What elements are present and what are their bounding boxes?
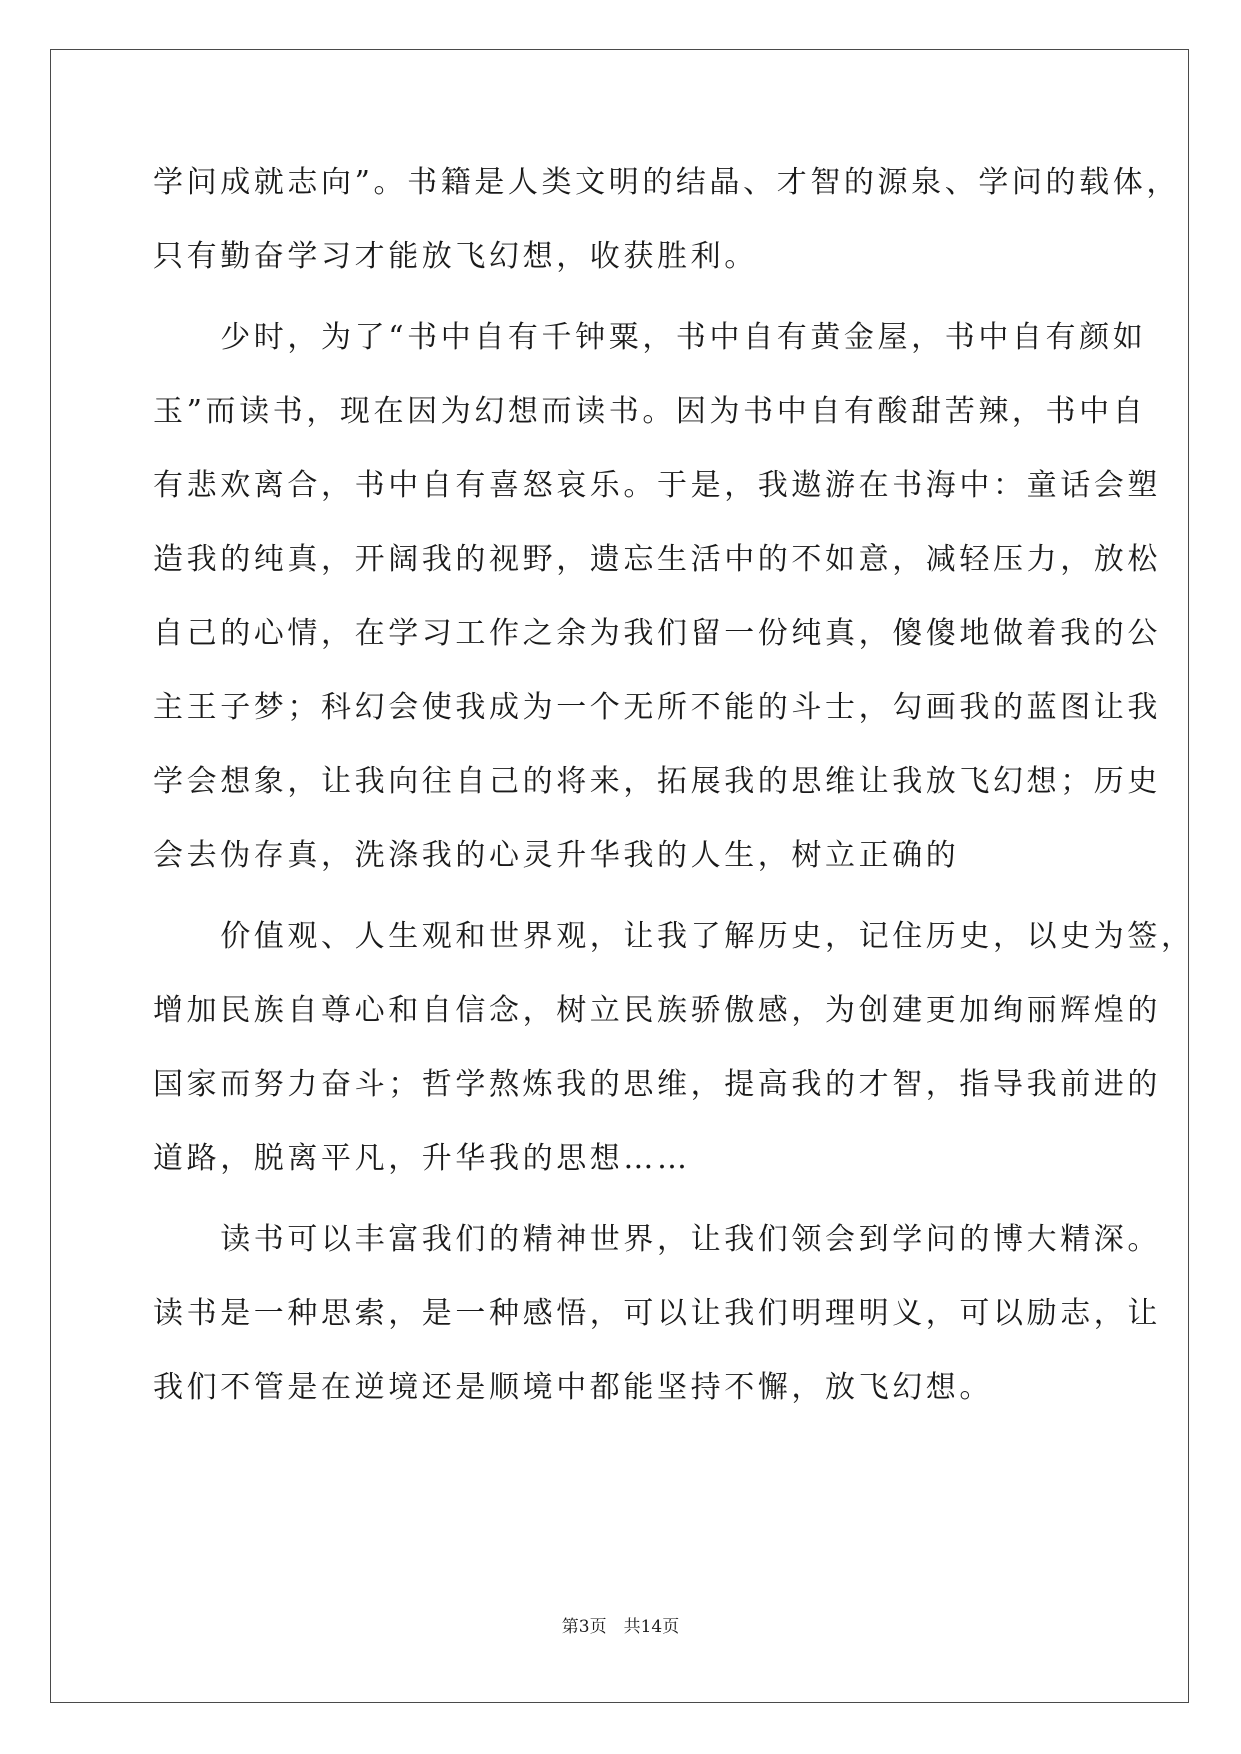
- text-line: 国家而努力奋斗；哲学熬炼我的思维，提高我的才智，指导我前进的: [153, 1067, 1161, 1102]
- text-line: 学会想象，让我向往自己的将来，拓展我的思维让我放飞幻想；历史: [153, 764, 1161, 799]
- text-line: 造我的纯真，开阔我的视野，遗忘生活中的不如意，减轻压力，放松: [153, 542, 1161, 577]
- text-line: 自己的心情，在学习工作之余为我们留一份纯真，傻傻地做着我的公: [153, 616, 1161, 651]
- text-line: 读书是一种思索，是一种感悟，可以让我们明理明义，可以励志，让: [153, 1296, 1161, 1331]
- text-line: 我们不管是在逆境还是顺境中都能坚持不懈，放飞幻想。: [153, 1370, 993, 1405]
- text-line: 读书可以丰富我们的精神世界，让我们领会到学问的博大精深。: [153, 1222, 1161, 1257]
- text-line: 玉”而读书，现在因为幻想而读书。因为书中自有酸甜苦辣，书中自: [153, 394, 1147, 429]
- page-border: [50, 49, 1189, 1703]
- text-line: 少时，为了“书中自有千钟粟，书中自有黄金屋，书中自有颜如: [153, 320, 1147, 355]
- text-line: 主王子梦；科幻会使我成为一个无所不能的斗士，勾画我的蓝图让我: [153, 690, 1161, 725]
- text-line: 会去伪存真，洗涤我的心灵升华我的人生，树立正确的: [153, 838, 960, 873]
- text-line: 学问成就志向”。书籍是人类文明的结晶、才智的源泉、学问的载体，: [153, 165, 1180, 200]
- page-number-footer: 第3页 共14页: [561, 1617, 680, 1637]
- text-line: 有悲欢离合，书中自有喜怒哀乐。于是，我遨游在书海中：童话会塑: [153, 468, 1161, 503]
- text-line: 只有勤奋学习才能放飞幻想，收获胜利。: [153, 239, 758, 274]
- text-line: 价值观、人生观和世界观，让我了解历史，记住历史，以史为签，: [153, 919, 1195, 954]
- text-line: 增加民族自尊心和自信念，树立民族骄傲感，为创建更加绚丽辉煌的: [153, 993, 1161, 1028]
- text-line: 道路，脱离平凡，升华我的思想……: [153, 1141, 691, 1176]
